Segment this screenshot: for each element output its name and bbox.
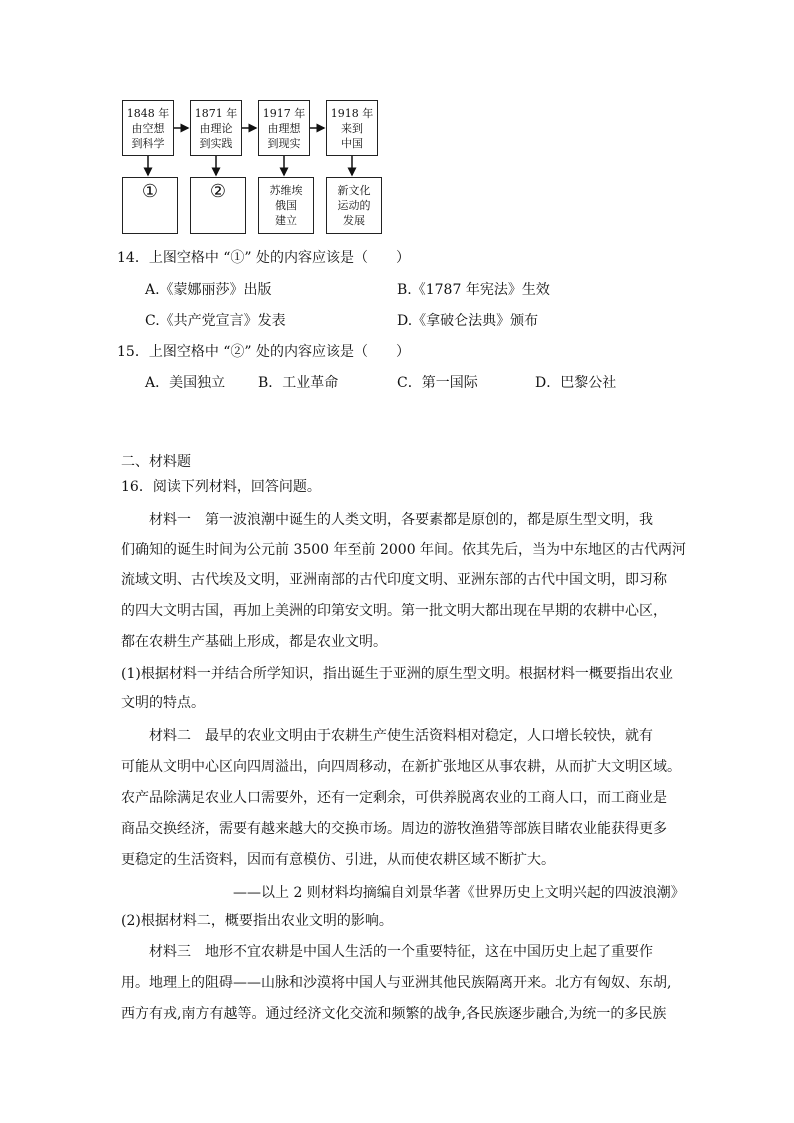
text-line: 商品交换经济，需要有越来越大的交换市场。周边的游牧渔猎等部族目睹农业能获得更多 (121, 821, 667, 837)
bottom-box-soviet: 苏维埃 俄国 建立 (258, 177, 314, 234)
q14-option-d: D.《拿破仑法典》颁布 (397, 313, 539, 329)
top-box-1918: 1918 年 来到 中国 (326, 100, 378, 156)
q15-option-c: C．第一国际 (397, 375, 478, 391)
text-line: 材料二 最早的农业文明由于农耕生产使生活资料相对稳定，人口增长较快，就有 (121, 728, 653, 744)
text-line: 的四大文明古国，再加上美洲的印第安文明。第一批文明大都出现在早期的农耕中心区， (121, 603, 667, 619)
question-16-1: (1)根据材料一并结合所学知识，指出诞生于亚洲的原生型文明。根据材料一概要指出农业 (121, 666, 673, 682)
section-title: 二、材料题 (121, 454, 191, 470)
text-line: 用。地理上的阻碍——山脉和沙漠将中国人与亚洲其他民族隔离开来。北方有匈奴、东胡, (121, 975, 672, 991)
text-line: 可能从文明中心区向四周溢出，向四周移动，在新扩张地区从事农耕，从而扩大文明区域。 (121, 759, 681, 775)
q14-option-a: A.《蒙娜丽莎》出版 (145, 282, 272, 298)
top-box-1871: 1871 年 由理论 到实践 (190, 100, 242, 156)
q15-option-d: D．巴黎公社 (535, 375, 617, 391)
q15-option-a: A．美国独立 (145, 375, 226, 391)
text-line: 材料三 地形不宜农耕是中国人生活的一个重要特征，这在中国历史上起了重要作 (121, 944, 653, 960)
question-16-stem: 16．阅读下列材料，回答问题。 (121, 479, 321, 495)
text-line: 更稳定的生活资料，因而有意模仿、引进，从而使农耕区域不断扩大。 (121, 852, 555, 868)
flow-diagram (122, 100, 392, 235)
q14-option-b: B.《1787 年宪法》生效 (397, 282, 550, 298)
bottom-box-new-culture: 新文化 运动的 发展 (326, 177, 382, 234)
text-line: 流域文明、古代埃及文明，亚洲南部的古代印度文明、亚洲东部的古代中国文明，即习称 (121, 572, 667, 588)
text-line: 材料一 第一波浪潮中诞生的人类文明，各要素都是原创的，都是原生型文明，我 (121, 512, 653, 528)
text-line: 们确知的诞生时间为公元前 3500 年至前 2000 年间。依其先后，当为中东地区的古代两河 (121, 542, 687, 558)
top-box-1848: 1848 年 由空想 到科学 (122, 100, 174, 156)
q14-option-c: C.《共产党宣言》发表 (145, 313, 286, 329)
source-citation: ——以上 2 则材料均摘编自刘景华著《世界历史上文明兴起的四波浪潮》 (121, 885, 685, 901)
question-14-stem: 14．上图空格中 “①” 处的内容应该是（ ） (117, 250, 411, 266)
blank-box-2: ② (190, 177, 246, 234)
text-line: 农产品除满足农业人口需要外，还有一定剩余，可供养脱离农业的工商人口，而工商业是 (121, 790, 667, 806)
text-line: 都在农耕生产基础上形成，都是农业文明。 (121, 634, 387, 650)
question-16-2: (2)根据材料二，概要指出农业文明的影响。 (121, 913, 393, 929)
question-15-stem: 15．上图空格中 “②” 处的内容应该是（ ） (117, 344, 411, 360)
top-box-1917: 1917 年 由理想 到现实 (258, 100, 310, 156)
question-16-1-cont: 文明的特点。 (121, 695, 205, 711)
blank-box-1: ① (122, 177, 178, 234)
q15-option-b: B．工业革命 (258, 375, 339, 391)
text-line: 西方有戎,南方有越等。通过经济文化交流和频繁的战争,各民族逐步融合,为统一的多民族 (121, 1006, 667, 1022)
